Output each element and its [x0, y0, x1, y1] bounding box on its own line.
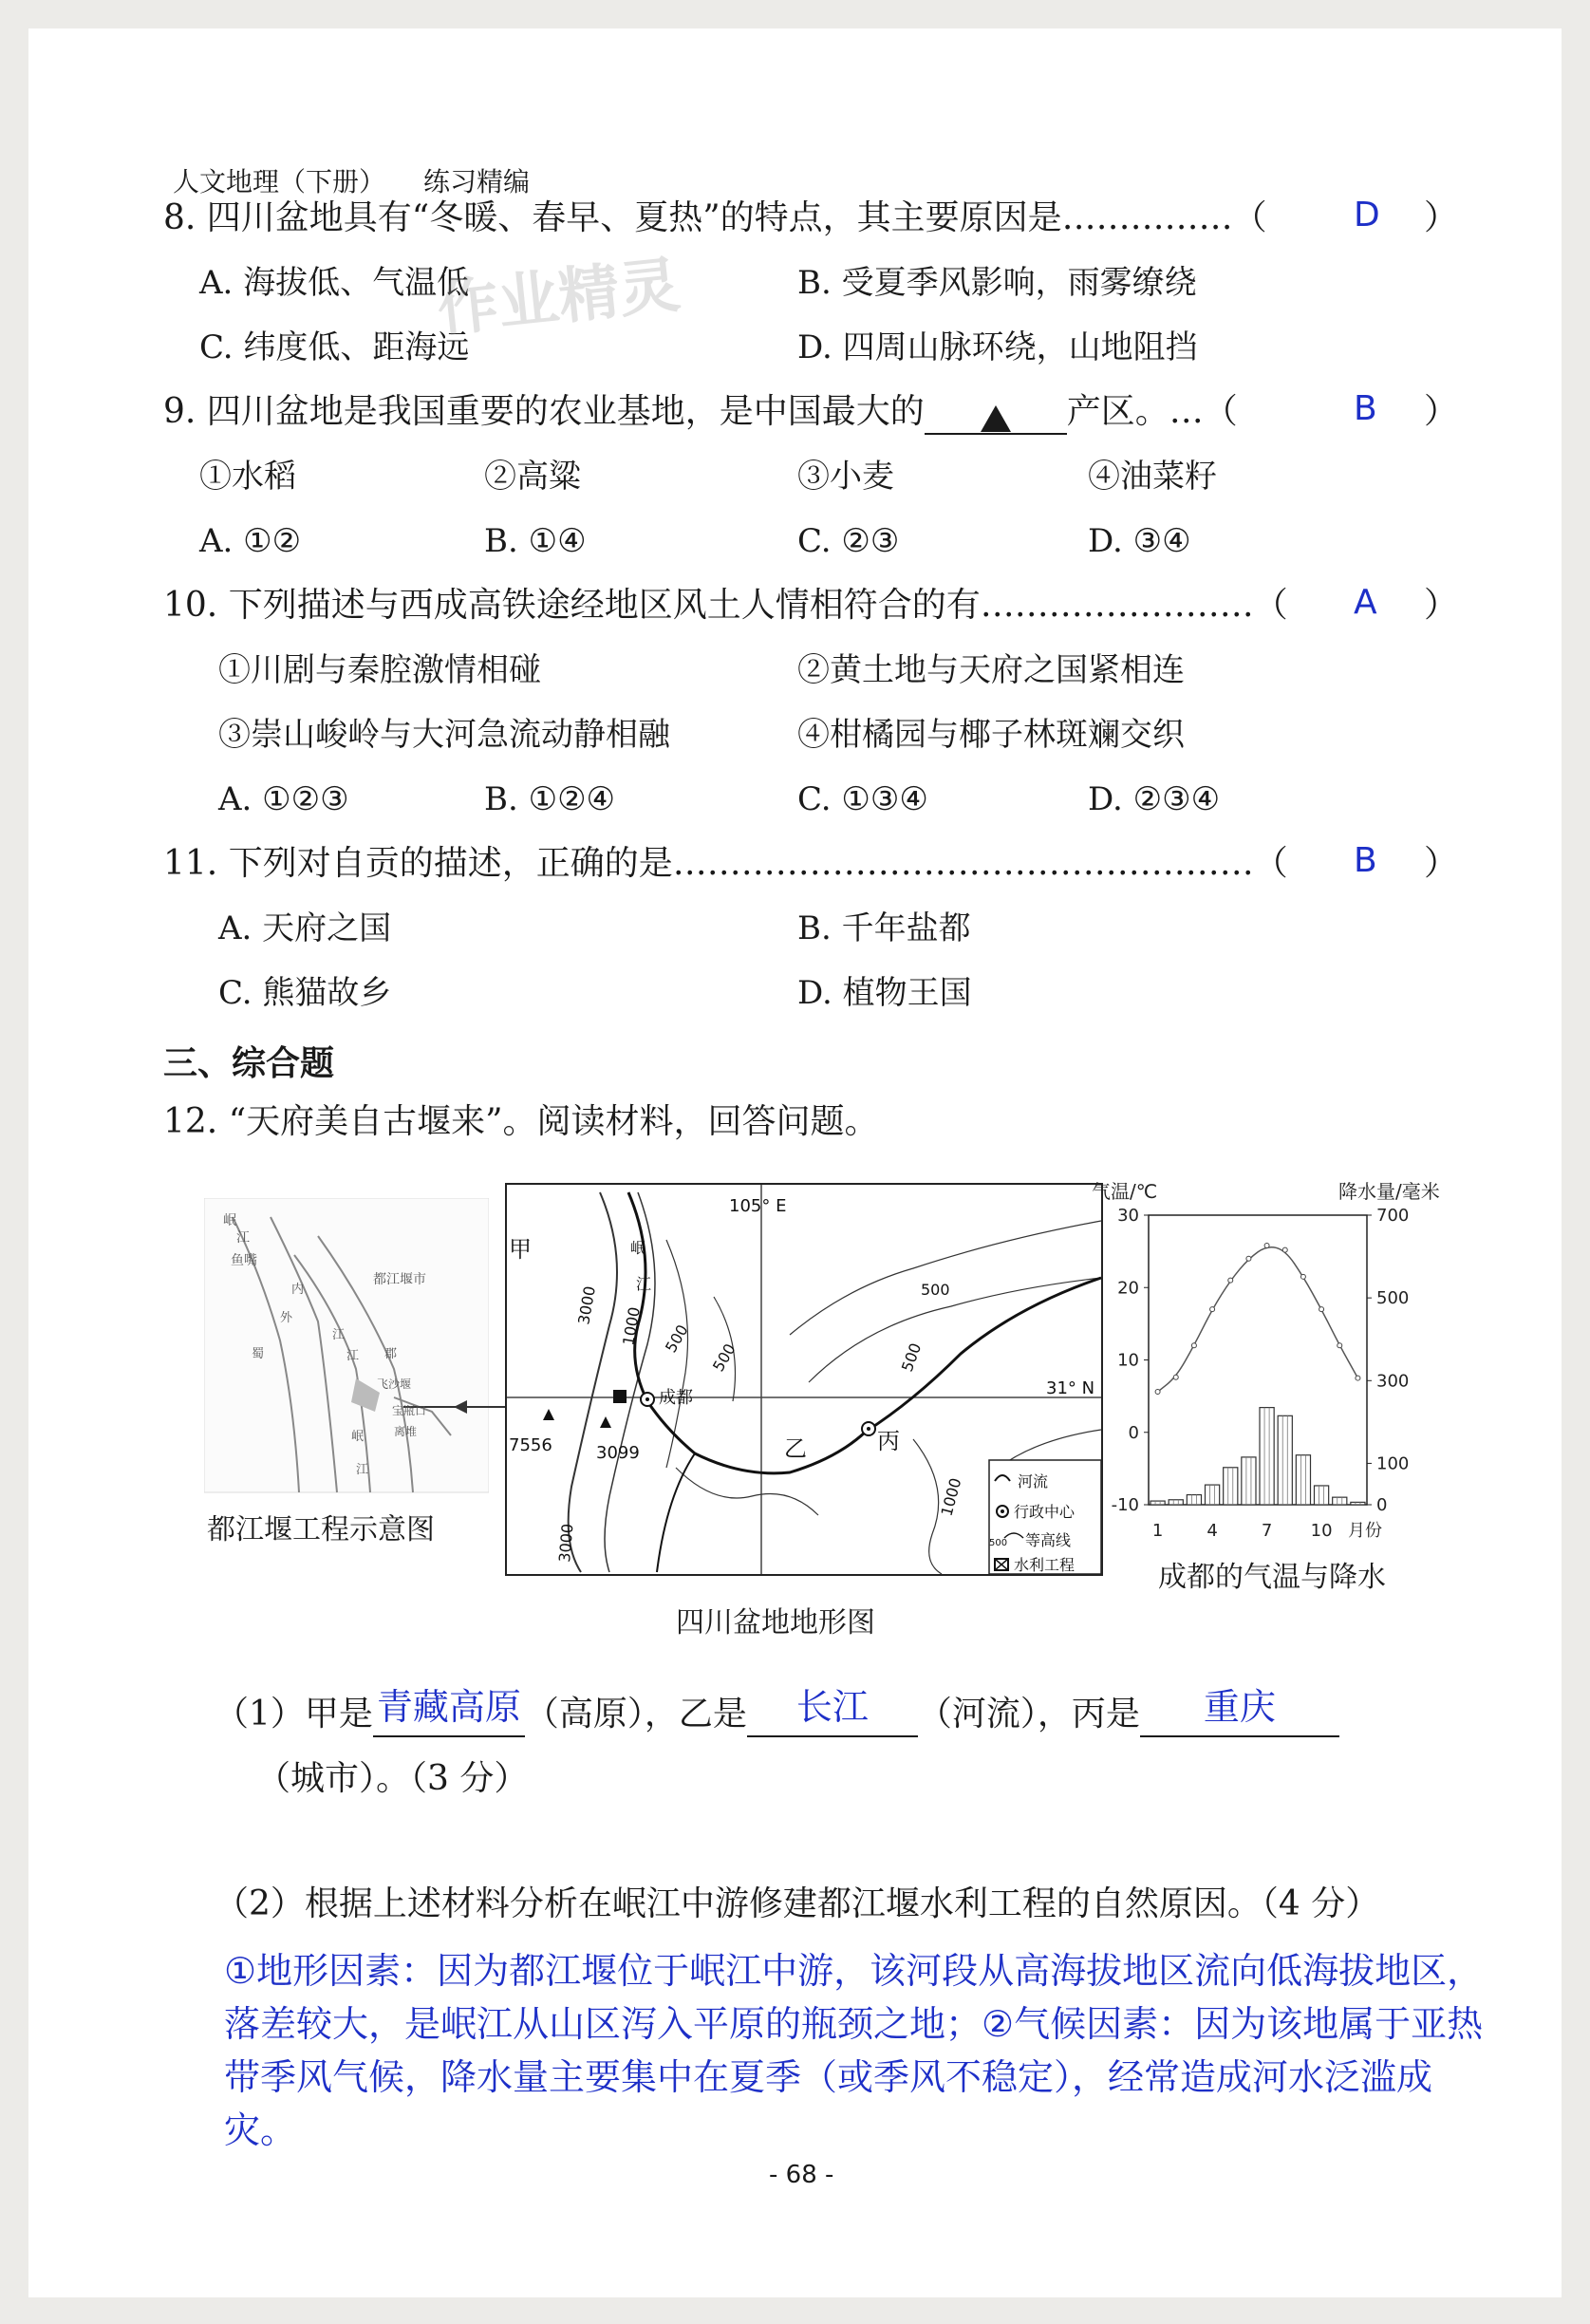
- label-lidui: 离堆: [394, 1425, 418, 1438]
- label-jiang: 江: [636, 1275, 652, 1293]
- series-title: 练习精编: [423, 166, 531, 197]
- q9-option-c: C. ②③: [797, 522, 900, 560]
- label-jiang-1: 江: [236, 1230, 250, 1246]
- plot-area: [1149, 1215, 1367, 1505]
- precip-tick-label: 100: [1376, 1453, 1410, 1474]
- question-9-stem: 9. 四川盆地是我国重要的农业基地，是中国最大的 产区。…（: [163, 389, 1238, 435]
- temp-point-month-5: [1228, 1278, 1233, 1283]
- temp-tick-label: 0: [1128, 1422, 1139, 1443]
- label-jia: 甲: [509, 1236, 532, 1263]
- question-8-close: ）: [1424, 198, 1459, 237]
- precip-bar-month-12: [1351, 1502, 1365, 1505]
- elev-label-7: 1000: [937, 1475, 965, 1519]
- precip-bar-month-9: [1296, 1455, 1310, 1505]
- elev-label-3: 500: [662, 1321, 692, 1356]
- precip-tick-label: 500: [1376, 1288, 1410, 1309]
- precip-tick-label: 700: [1376, 1206, 1410, 1226]
- q11-option-b: B. 千年盐都: [797, 909, 971, 947]
- page-header: [173, 161, 530, 199]
- elev-label-10: 3099: [596, 1443, 640, 1463]
- temp-tick-label: 30: [1117, 1206, 1139, 1226]
- arrow-left-icon: [454, 1396, 511, 1418]
- month-axis-unit: 月份: [1348, 1521, 1382, 1541]
- month-tick-label: 7: [1261, 1521, 1273, 1541]
- book-title: 人文地理（下册）: [173, 166, 386, 197]
- temp-point-month-3: [1191, 1343, 1196, 1348]
- precip-bar-month-10: [1315, 1486, 1329, 1505]
- temp-point-month-8: [1282, 1247, 1287, 1252]
- precip-bar-month-5: [1224, 1468, 1238, 1505]
- q11-option-a: A. 天府之国: [218, 909, 392, 947]
- q9-item-4: ④油菜籽: [1088, 458, 1217, 496]
- label-bing: 丙: [877, 1428, 900, 1454]
- sichuan-basin-map: [505, 1183, 1103, 1576]
- precipitation-ticks: [1367, 1206, 1409, 1515]
- label-lon: 105° E: [729, 1196, 787, 1216]
- question-11-answer: B: [1354, 841, 1377, 880]
- label-feishayan: 飞沙堰: [377, 1378, 412, 1391]
- elev-label-5: 500: [921, 1281, 950, 1299]
- precip-bar-month-11: [1333, 1497, 1347, 1505]
- q9-item-3: ③小麦: [797, 458, 894, 496]
- q10-option-d: D. ②③④: [1088, 780, 1221, 818]
- q8-option-c: C. 纬度低、距海远: [199, 328, 470, 366]
- q10-item-4: ④柑橘园与椰子林斑斓交织: [797, 716, 1185, 754]
- label-yi: 乙: [784, 1435, 807, 1462]
- question-8-stem: 8. 四川盆地具有“冬暖、春早、夏热”的特点，其主要原因是……………（: [163, 198, 1267, 237]
- dujiangyan-caption: 都江堰工程示意图: [207, 1513, 435, 1546]
- label-min: 岷: [630, 1239, 646, 1257]
- temp-axis-title: 气温/℃: [1092, 1180, 1158, 1203]
- label-baopingkou: 宝瓶口: [392, 1404, 427, 1417]
- q10-option-a: A. ①②③: [218, 780, 349, 818]
- precip-bar-month-3: [1187, 1495, 1201, 1505]
- label-jun: 郡: [384, 1347, 398, 1361]
- temp-tick-label: -10: [1111, 1495, 1139, 1515]
- q10-item-2: ②黄土地与天府之国紧相连: [797, 651, 1185, 689]
- elev-label-2: 1000: [619, 1305, 645, 1347]
- legend-contour: 等高线: [1025, 1531, 1072, 1549]
- q8-option-b: B. 受夏季风影响，雨雾缭绕: [797, 264, 1197, 302]
- question-10-answer: A: [1354, 583, 1377, 622]
- dujiangyan-schematic: [204, 1198, 489, 1559]
- label-inner: 内: [291, 1283, 305, 1297]
- elev-label-8: 3000: [555, 1523, 577, 1564]
- legend-river: 河流: [1018, 1472, 1049, 1490]
- label-dujiangyan-city: 都江堰市: [373, 1272, 426, 1287]
- temp-point-month-2: [1173, 1375, 1178, 1379]
- temp-point-month-10: [1319, 1307, 1324, 1312]
- month-tick-label: 4: [1207, 1521, 1218, 1541]
- precip-bar-month-8: [1278, 1415, 1292, 1505]
- label-yuzui: 鱼嘴: [231, 1253, 257, 1268]
- label-outer: 外: [280, 1311, 293, 1325]
- watermark: 作业精灵: [434, 250, 683, 347]
- q11-option-c: C. 熊猫故乡: [218, 974, 392, 1012]
- month-tick-label: 1: [1151, 1521, 1164, 1541]
- q8-option-a: A. 海拔低、气温低: [199, 264, 470, 302]
- month-ticks: [1152, 1521, 1333, 1541]
- precip-tick-label: 0: [1376, 1495, 1388, 1515]
- elev-label-1: 3000: [574, 1284, 600, 1326]
- q10-option-c: C. ①③④: [797, 780, 928, 818]
- precip-tick-label: 300: [1376, 1371, 1410, 1392]
- temp-point-month-9: [1300, 1274, 1305, 1279]
- blank-jia: [373, 1686, 525, 1737]
- q12-part2-answer: ①地形因素：因为都江堰位于岷江中游，该河段从高海拔地区流向低海拔地区，落差较大，是岷江从山区泻入平原的瓶颈之地；②气候因素：因为该地属于亚热带季风气候，降水量主要集中在夏季（或季风不稳定），经常造成河水泛滥成灾。: [224, 1950, 1484, 2151]
- q8-option-d: D. 四周山脉环绕，山地阻挡: [797, 328, 1198, 366]
- precip-bar-month-2: [1169, 1500, 1183, 1505]
- question-10-stem: 10. 下列描述与西成高铁途经地区风土人情相符合的有……………………（: [163, 586, 1288, 625]
- question-11-close: ）: [1424, 844, 1459, 883]
- temp-point-month-1: [1155, 1390, 1160, 1395]
- temperature-ticks: [1112, 1206, 1149, 1515]
- temp-point-month-11: [1337, 1343, 1342, 1348]
- answer-bing: 重庆: [1203, 1686, 1276, 1728]
- month-tick-label: 10: [1310, 1521, 1333, 1541]
- temp-tick-label: 10: [1117, 1350, 1139, 1371]
- q9-option-b: B. ①④: [484, 522, 587, 560]
- climate-caption: 成都的气温与降水: [1158, 1561, 1386, 1594]
- label-min-1: 岷: [223, 1213, 236, 1228]
- question-12-stem: 12. “天府美自古堰来”。阅读材料，回答问题。: [163, 1102, 879, 1141]
- precip-axis-title: 降水量/毫米: [1338, 1180, 1440, 1203]
- q9-option-a: A. ①②: [199, 522, 302, 560]
- blank-bing: [1140, 1686, 1339, 1737]
- temp-point-month-6: [1246, 1256, 1251, 1261]
- temp-point-month-4: [1210, 1307, 1215, 1312]
- elev-label-4: 500: [709, 1340, 739, 1375]
- question-9-close: ）: [1424, 392, 1459, 431]
- elev-label-6: 500: [897, 1340, 926, 1375]
- q10-item-1: ①川剧与秦腔激情相碰: [218, 651, 541, 689]
- question-8-answer: D: [1354, 196, 1380, 234]
- chengdu-climate-chart: [1092, 1168, 1509, 1614]
- legend-admin-center: 行政中心: [1014, 1503, 1076, 1521]
- label-jiang-4: 江: [332, 1328, 346, 1342]
- label-jiang-2: 江: [346, 1349, 360, 1363]
- q9-option-d: D. ③④: [1088, 522, 1191, 560]
- q12-part2-prompt: （2）根据上述材料分析在岷江中游修建都江堰水利工程的自然原因。（4 分）: [215, 1884, 1380, 1923]
- question-10-close: ）: [1424, 586, 1459, 625]
- q9-blank: [925, 395, 1067, 435]
- q11-option-d: D. 植物王国: [797, 974, 972, 1012]
- blank-yi: [747, 1686, 918, 1737]
- page-number: - 68 -: [769, 2161, 834, 2189]
- question-11-stem: 11. 下列对自贡的描述，正确的是……………………………………………（: [163, 844, 1288, 883]
- label-shu: 蜀: [252, 1347, 265, 1361]
- workbook-page: [28, 28, 1562, 2297]
- temp-tick-label: 20: [1117, 1278, 1139, 1299]
- section-3-title: 三、综合题: [163, 1044, 335, 1083]
- precip-bar-month-1: [1150, 1501, 1165, 1505]
- q12-part1: （1）甲是 青藏高原 （高原），乙是 长江 （河流），丙是 重庆: [215, 1692, 1339, 1737]
- q9-item-1: ①水稻: [199, 458, 296, 496]
- elev-label-9: 7556: [509, 1435, 552, 1455]
- temp-point-month-12: [1356, 1376, 1360, 1380]
- q10-option-b: B. ①②④: [484, 780, 616, 818]
- precip-bar-month-7: [1260, 1408, 1274, 1505]
- answer-yi: 长江: [795, 1686, 869, 1728]
- temp-point-month-7: [1264, 1244, 1269, 1248]
- q10-item-3: ③崇山峻岭与大河急流动静相融: [218, 716, 670, 754]
- precip-bar-month-4: [1206, 1485, 1220, 1505]
- precip-bar-month-6: [1242, 1457, 1256, 1505]
- basin-caption: 四川盆地地形图: [676, 1606, 875, 1640]
- triangle-icon: [981, 405, 1011, 432]
- legend-dam: 水利工程: [1014, 1556, 1076, 1574]
- question-9-answer: B: [1354, 389, 1377, 428]
- label-jiang-3: 江: [356, 1463, 369, 1477]
- dam-marker-icon: [613, 1390, 627, 1403]
- q12-part1-tail: （城市）。（3 分）: [256, 1759, 529, 1798]
- q9-item-2: ②高粱: [484, 458, 581, 496]
- label-lat: 31° N: [1046, 1378, 1095, 1398]
- answer-jia: 青藏高原: [376, 1686, 521, 1728]
- label-chengdu: 成都: [659, 1388, 693, 1408]
- legend-contour-sample: 500: [989, 1538, 1008, 1548]
- label-min-2: 岷: [351, 1430, 365, 1444]
